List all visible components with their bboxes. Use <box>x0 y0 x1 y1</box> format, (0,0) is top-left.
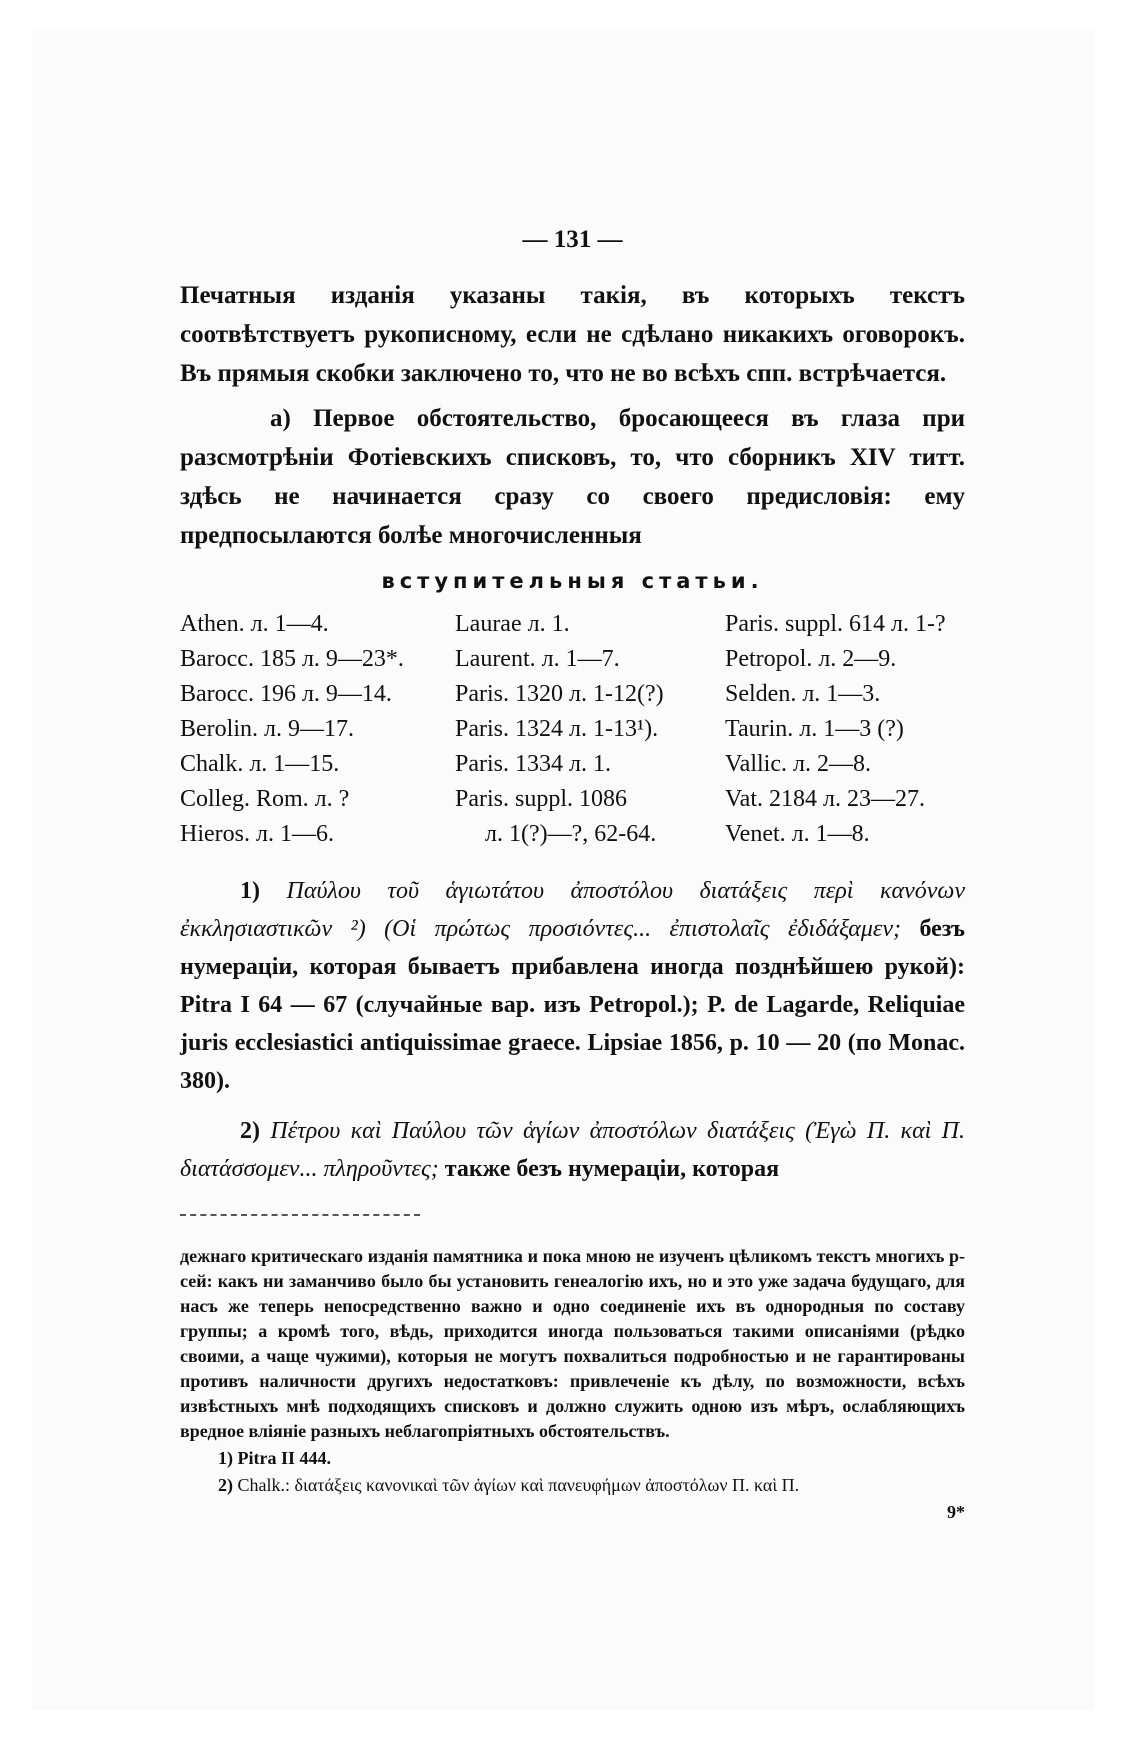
footnotes <box>180 1244 965 1525</box>
footnote <box>180 1473 965 1498</box>
siglum: Berolin. л. 9—17. <box>180 716 354 742</box>
siglum: Paris. suppl. 614 л. 1-? <box>725 611 946 637</box>
sigla-column <box>725 607 965 852</box>
page <box>32 30 1094 1710</box>
item-text: безъ нумераціи, которая бываетъ прибавлена иногда позднѣйшею рукой): Pitra I 64 — 67 (случайные вар. изъ Petropol.); P. de Lagarde, Reliquiae juris ecclesiastici antiquissimae graece. Lipsiae 1856, p. 10 — 20 (по Monac. 380). <box>180 916 966 1094</box>
item-number: 2) <box>240 1118 260 1144</box>
item-2 <box>180 1112 965 1188</box>
siglum: Paris. suppl. 1086 <box>455 786 628 812</box>
item-text: также безъ нумераціи, которая <box>444 1156 780 1182</box>
item-1 <box>180 872 965 1100</box>
siglum: Athen. л. 1—4. <box>180 611 329 637</box>
siglum: Barocc. 185 л. 9—23*. <box>180 646 404 672</box>
siglum: Paris. 1324 л. 1-13¹). <box>455 716 659 742</box>
siglum: Taurin. л. 1—3 (?) <box>725 716 904 742</box>
page-content <box>180 226 965 1525</box>
greek-title: Πέτρου καὶ Παύλου τῶν ἁγίων ἀποστόλων διατάξεις (Ἐγὼ Π. καὶ Π. διατάσσομεν... πληροῦντες; <box>180 1118 966 1182</box>
siglum: Colleg. Rom. л. ? <box>180 786 350 812</box>
subheading: вступительныя статьи. <box>381 569 764 593</box>
footnote <box>180 1446 965 1471</box>
section-a-paragraph: а) Первое обстоятельство, бросающееся въ глаза при разсмотрѣніи Фотіевскихъ списковъ, то, что сборникъ XIV титт. здѣсь не начинается сразу со своего предисловія: ему предпосылаются болѣе многочисленныя <box>180 405 965 549</box>
greek-title: Παύλου τοῦ ἁγιωτάτου ἀποστόλου διατάξεις περὶ κανόνων ἐκκλησιαστικῶν ²) (Οἱ πρώτως προσιόντες... ἐπιστολαῖς ἐδιδάξαμεν; <box>180 878 965 942</box>
siglum: Selden. л. 1—3. <box>725 681 881 707</box>
siglum: Laurae л. 1. <box>455 611 570 637</box>
footnote-text: Chalk.: διατάξεις κανονικαὶ τῶν ἁγίων καὶ πανευφήμων ἀποστόλων Π. καὶ Π. <box>237 1475 800 1495</box>
siglum: Vat. 2184 л. 23—27. <box>725 786 925 812</box>
siglum: Paris. 1320 л. 1-12(?) <box>455 681 664 707</box>
manuscript-sigla-table <box>180 607 965 852</box>
footnote-text: Pitra II 444. <box>237 1448 331 1468</box>
sheet-signature: 9* <box>947 1502 965 1522</box>
siglum: Barocc. 196 л. 9—14. <box>180 681 392 707</box>
siglum: Venet. л. 1—8. <box>725 821 870 847</box>
siglum: Chalk. л. 1—15. <box>180 751 340 777</box>
footnote-rule <box>180 1214 420 1216</box>
sigla-column <box>455 607 725 852</box>
siglum: Laurent. л. 1—7. <box>455 646 620 672</box>
siglum: Vallic. л. 2—8. <box>725 751 871 777</box>
page-number: — 131 — <box>522 226 623 253</box>
siglum: Paris. 1334 л. 1. <box>455 751 611 777</box>
footnote-mark: 1) <box>218 1448 233 1468</box>
intro-paragraph: Печатныя изданія указаны такія, въ которыхъ текстъ соотвѣтствуетъ рукописному, если не сдѣлано никакихъ оговорокъ. Въ прямыя скобки заключено то, что не во всѣхъ спп. встрѣчается. <box>180 282 965 387</box>
footnote-continuation: дежнаго критическаго изданія памятника и пока мною не изученъ цѣликомъ текстъ многихъ р-сей: какъ ни заманчиво было бы установить генеалогію ихъ, но и это уже задача будущаго, для насъ же теперь непосредственно важно и одно соединеніе ихъ въ однородныя по составу группы; а кромѣ того, вѣдь, приходится иногда пользоваться такими описаніями (рѣдко своими, а чаще чужими), которыя не могутъ похвалиться подробностью и не гарантированы противъ наличности другихъ недостатковъ: привлеченіе къ дѣлу, по возможности, всѣхъ извѣстныхъ мнѣ подходящихъ списковъ и должно служить одною изъ мѣръ, ослабляющихъ вредное вліяніе разныхъ неблагопріятныхъ обстоятельствъ. <box>180 1246 965 1441</box>
siglum: Hieros. л. 1—6. <box>180 821 334 847</box>
item-number: 1) <box>240 878 260 904</box>
siglum: Petropol. л. 2—9. <box>725 646 897 672</box>
footnote-mark: 2) <box>218 1475 233 1495</box>
siglum: л. 1(?)—?, 62-64. <box>485 821 657 847</box>
sigla-column <box>180 607 455 852</box>
